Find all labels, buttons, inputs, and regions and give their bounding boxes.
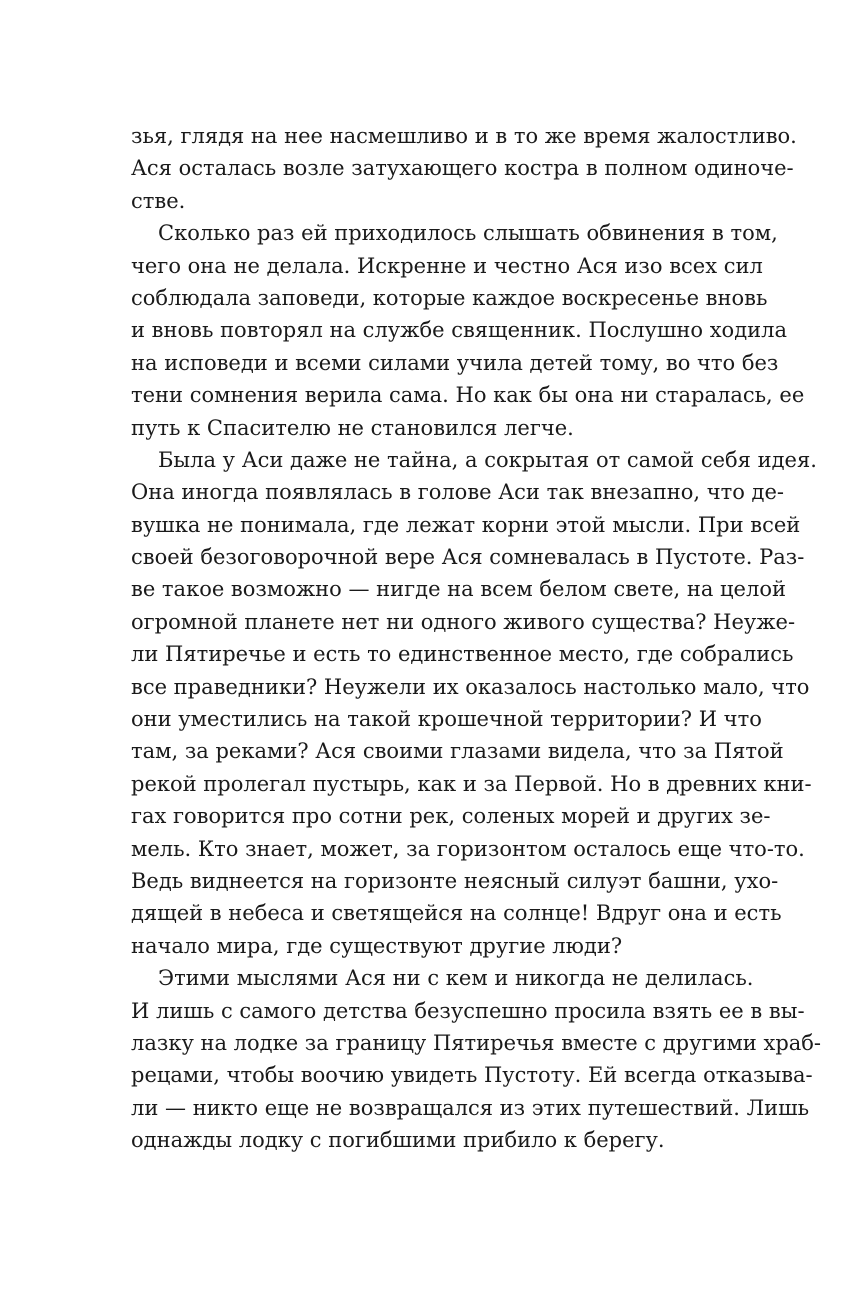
text-line: Она иногда появлялась в голове Аси так внезапно, что де- xyxy=(131,480,785,505)
text-line: дящей в небеса и светящейся на солнце! Вдруг она и есть xyxy=(131,901,782,926)
text-line: чего она не делала. Искренне и честно Ася изо всех сил xyxy=(131,253,763,278)
text-line: ли — никто еще не возвращался из этих путешествий. Лишь xyxy=(131,1095,810,1120)
text-line: рецами, чтобы воочию увидеть Пустоту. Ей всегда отказыва- xyxy=(131,1063,813,1088)
text-line: Этими мыслями Ася ни с кем и никогда не делилась. xyxy=(158,966,754,991)
paragraph xyxy=(131,120,797,217)
text-line: однажды лодку с погибшими прибило к берегу. xyxy=(131,1128,665,1153)
text-line: рекой пролегал пустырь, как и за Первой. Но в древних кни- xyxy=(131,771,812,796)
paragraph xyxy=(131,444,817,962)
text-line: Была у Аси даже не тайна, а сокрытая от самой себя идея. xyxy=(158,447,817,472)
text-line: своей безоговорочной вере Ася сомневалась в Пустоте. Раз- xyxy=(131,545,805,570)
book-page-text xyxy=(131,120,822,1157)
text-line: ли Пятиречье и есть то единственное место, где собрались xyxy=(131,642,794,667)
text-line: на исповеди и всеми силами учила детей тому, во что без xyxy=(131,350,779,375)
text-line: тени сомнения верила сама. Но как бы она ни старалась, ее xyxy=(131,383,805,408)
text-line: путь к Спасителю не становился легче. xyxy=(131,415,574,440)
paragraph xyxy=(131,962,822,1156)
text-line: вушка не понимала, где лежат корни этой мысли. При всей xyxy=(131,512,801,537)
text-line: они уместились на такой крошечной территории? И что xyxy=(131,707,762,732)
text-line: мель. Кто знает, может, за горизонтом осталось еще что-то. xyxy=(131,836,805,861)
text-line: Сколько раз ей приходилось слышать обвинения в том, xyxy=(158,221,778,246)
text-line: гах говорится про сотни рек, соленых морей и других зе- xyxy=(131,804,771,829)
text-line: и вновь повторял на службе священник. Послушно ходила xyxy=(131,318,787,343)
text-line: там, за реками? Ася своими глазами видела, что за Пятой xyxy=(131,739,784,764)
text-line: лазку на лодке за границу Пятиречья вместе с другими храб- xyxy=(131,1030,822,1055)
paragraph xyxy=(131,217,805,444)
text-line: огромной планете нет ни одного живого существа? Неуже- xyxy=(131,609,796,634)
text-line: стве. xyxy=(131,188,186,213)
text-line: И лишь с самого детства безуспешно просила взять ее в вы- xyxy=(131,998,805,1023)
text-line: Ася осталась возле затухающего костра в полном одиноче- xyxy=(131,156,794,181)
text-line: ве такое возможно — нигде на всем белом свете, на целой xyxy=(131,577,786,602)
text-line: соблюдала заповеди, которые каждое воскресенье вновь xyxy=(131,285,768,310)
text-line: Ведь виднеется на горизонте неясный силуэт башни, ухо- xyxy=(131,868,779,893)
text-line: зья, глядя на нее насмешливо и в то же время жалостливо. xyxy=(131,124,797,148)
text-line: все праведники? Неужели их оказалось настолько мало, что xyxy=(131,674,810,699)
text-line: начало мира, где существуют другие люди? xyxy=(131,933,623,958)
